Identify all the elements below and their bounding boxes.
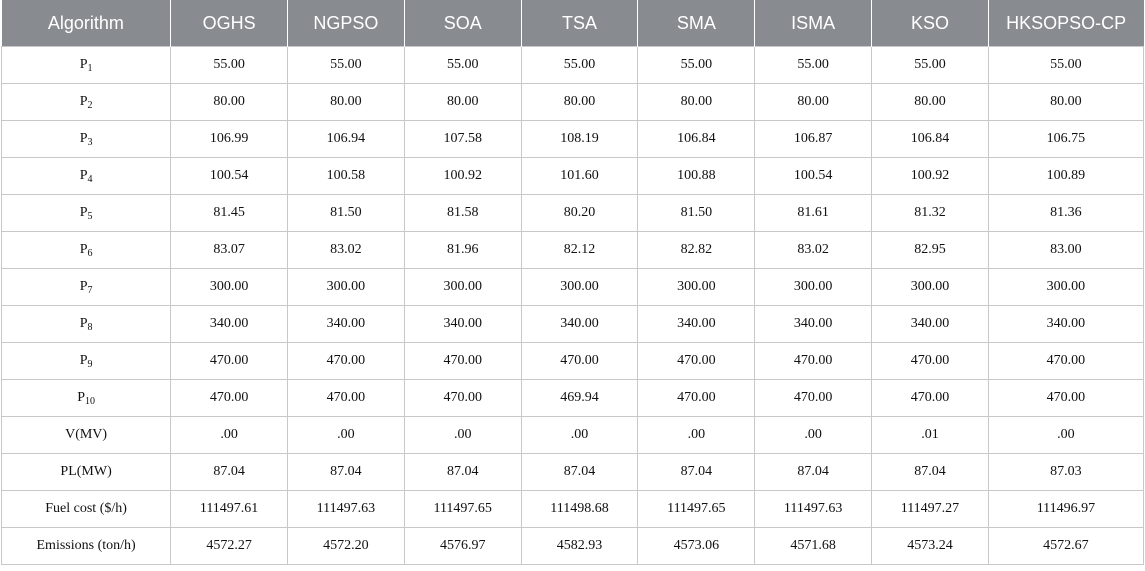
table-row <box>2 306 1144 343</box>
table-cell: 4573.24 <box>872 528 989 565</box>
table-cell: 300.00 <box>404 269 521 306</box>
table-cell: 83.02 <box>287 232 404 269</box>
table-cell: 106.99 <box>171 121 288 158</box>
table-cell: 80.00 <box>988 84 1143 121</box>
table-cell: 111497.61 <box>171 491 288 528</box>
table-cell: 81.36 <box>988 195 1143 232</box>
table-cell: 108.19 <box>521 121 638 158</box>
table-cell: .00 <box>755 417 872 454</box>
table-cell: 87.04 <box>287 454 404 491</box>
table-cell: 80.00 <box>171 84 288 121</box>
table-cell: 470.00 <box>404 380 521 417</box>
table-cell: 82.95 <box>872 232 989 269</box>
table-cell: 82.82 <box>638 232 755 269</box>
table-cell: 100.54 <box>171 158 288 195</box>
header-isma: ISMA <box>755 0 872 47</box>
table-cell: .01 <box>872 417 989 454</box>
header-algorithm: Algorithm <box>2 0 171 47</box>
row-label <box>2 121 171 158</box>
table-cell: 83.02 <box>755 232 872 269</box>
table-cell: 470.00 <box>755 343 872 380</box>
table-cell: 81.58 <box>404 195 521 232</box>
table-cell: 81.50 <box>638 195 755 232</box>
table-cell: 107.58 <box>404 121 521 158</box>
row-label-subscript: 8 <box>87 322 93 333</box>
table-cell: 470.00 <box>521 343 638 380</box>
header-sma: SMA <box>638 0 755 47</box>
row-label <box>2 84 171 121</box>
table-cell: 87.04 <box>638 454 755 491</box>
table-row <box>2 47 1144 84</box>
table-cell: 100.92 <box>404 158 521 195</box>
table-cell: 55.00 <box>171 47 288 84</box>
table-cell: 4571.68 <box>755 528 872 565</box>
table-cell: 100.92 <box>872 158 989 195</box>
table-cell: 80.20 <box>521 195 638 232</box>
table-cell: 87.04 <box>171 454 288 491</box>
table-cell: 81.45 <box>171 195 288 232</box>
table-cell: 4582.93 <box>521 528 638 565</box>
table-cell: 106.87 <box>755 121 872 158</box>
table-cell: 470.00 <box>872 343 989 380</box>
row-label-subscript: 1 <box>87 63 93 74</box>
row-label <box>2 417 171 454</box>
row-label <box>2 195 171 232</box>
table-cell: 470.00 <box>872 380 989 417</box>
table-cell: 340.00 <box>287 306 404 343</box>
row-label <box>2 343 171 380</box>
table-cell: 81.32 <box>872 195 989 232</box>
table-cell: 55.00 <box>638 47 755 84</box>
table-cell: .00 <box>287 417 404 454</box>
table-cell: 83.07 <box>171 232 288 269</box>
row-label-text: Fuel cost ($/h) <box>45 501 127 516</box>
row-label <box>2 158 171 195</box>
table-cell: 111497.27 <box>872 491 989 528</box>
row-label-text: P <box>79 353 88 368</box>
row-label-text: PL(MW) <box>60 464 112 479</box>
row-label-text: Emissions (ton/h) <box>36 538 136 553</box>
table-cell: 300.00 <box>521 269 638 306</box>
header-hksopso-cp: HKSOPSO-CP <box>988 0 1143 47</box>
table-cell: 470.00 <box>988 380 1143 417</box>
table-cell: 81.61 <box>755 195 872 232</box>
table-row <box>2 195 1144 232</box>
table-cell: 111497.63 <box>755 491 872 528</box>
table-cell: 340.00 <box>638 306 755 343</box>
table-cell: 106.84 <box>872 121 989 158</box>
table-row <box>2 343 1144 380</box>
table-row <box>2 269 1144 306</box>
table-row <box>2 491 1144 528</box>
table-cell: 4572.67 <box>988 528 1143 565</box>
row-label-text: P <box>79 205 88 220</box>
table-cell: 106.75 <box>988 121 1143 158</box>
row-label <box>2 306 171 343</box>
table-cell: 300.00 <box>755 269 872 306</box>
table-cell: 100.54 <box>755 158 872 195</box>
table-cell: 111497.65 <box>404 491 521 528</box>
table-cell: .00 <box>404 417 521 454</box>
table-body <box>2 47 1144 565</box>
row-label-text: P <box>79 57 88 72</box>
header-oghs: OGHS <box>171 0 288 47</box>
table-cell: 111497.63 <box>287 491 404 528</box>
table-cell: 111498.68 <box>521 491 638 528</box>
row-label <box>2 454 171 491</box>
row-label-subscript: 4 <box>87 174 93 185</box>
table-cell: 470.00 <box>171 380 288 417</box>
table-cell: 87.03 <box>988 454 1143 491</box>
header-soa: SOA <box>404 0 521 47</box>
table-row <box>2 232 1144 269</box>
table-cell: 470.00 <box>404 343 521 380</box>
row-label-text: P <box>79 168 88 183</box>
table-cell: 469.94 <box>521 380 638 417</box>
row-label-subscript: 7 <box>87 285 93 296</box>
table-cell: 470.00 <box>755 380 872 417</box>
table-cell: 340.00 <box>872 306 989 343</box>
table-cell: .00 <box>638 417 755 454</box>
table-cell: 81.50 <box>287 195 404 232</box>
row-label <box>2 491 171 528</box>
table-cell: 4573.06 <box>638 528 755 565</box>
table-row <box>2 528 1144 565</box>
row-label-text: P <box>79 279 88 294</box>
table-cell: .00 <box>521 417 638 454</box>
table-row <box>2 380 1144 417</box>
header-row <box>2 0 1144 47</box>
table-cell: 340.00 <box>171 306 288 343</box>
table-cell: 82.12 <box>521 232 638 269</box>
row-label-text: P <box>79 94 88 109</box>
table-cell: 470.00 <box>638 343 755 380</box>
table-cell: 55.00 <box>404 47 521 84</box>
table-cell: 55.00 <box>988 47 1143 84</box>
table-cell: 340.00 <box>988 306 1143 343</box>
header-tsa: TSA <box>521 0 638 47</box>
header-kso: KSO <box>872 0 989 47</box>
row-label <box>2 232 171 269</box>
table-cell: 300.00 <box>171 269 288 306</box>
table-cell: 100.88 <box>638 158 755 195</box>
row-label <box>2 380 171 417</box>
row-label-text: V(MV) <box>65 427 108 442</box>
row-label-subscript: 5 <box>87 211 93 222</box>
table-cell: 100.89 <box>988 158 1143 195</box>
table-cell: 55.00 <box>287 47 404 84</box>
header-ngpso: NGPSO <box>287 0 404 47</box>
table-cell: 106.94 <box>287 121 404 158</box>
row-label <box>2 47 171 84</box>
table-cell: 111496.97 <box>988 491 1143 528</box>
table-row <box>2 454 1144 491</box>
table-cell: 300.00 <box>988 269 1143 306</box>
table-cell: 340.00 <box>755 306 872 343</box>
table-cell: 80.00 <box>755 84 872 121</box>
table-cell: 87.04 <box>521 454 638 491</box>
table-cell: 340.00 <box>404 306 521 343</box>
table-cell: 83.00 <box>988 232 1143 269</box>
table-cell: 81.96 <box>404 232 521 269</box>
table-row <box>2 417 1144 454</box>
row-label-text: P <box>79 316 88 331</box>
table-row <box>2 158 1144 195</box>
row-label <box>2 269 171 306</box>
row-label-text: P <box>79 131 88 146</box>
row-label-text: P <box>79 242 88 257</box>
table-cell: 106.84 <box>638 121 755 158</box>
row-label-text: P <box>77 390 85 405</box>
table-cell: 470.00 <box>171 343 288 380</box>
table-cell: 470.00 <box>988 343 1143 380</box>
table-cell: 4572.20 <box>287 528 404 565</box>
row-label-subscript: 10 <box>84 396 95 407</box>
table-cell: 300.00 <box>872 269 989 306</box>
row-label <box>2 528 171 565</box>
table-row <box>2 84 1144 121</box>
table-row <box>2 121 1144 158</box>
row-label-subscript: 9 <box>87 359 93 370</box>
table-cell: 80.00 <box>287 84 404 121</box>
table-cell: 300.00 <box>638 269 755 306</box>
table-cell: 80.00 <box>872 84 989 121</box>
table-cell: 80.00 <box>521 84 638 121</box>
results-table <box>1 0 1144 565</box>
table-cell: .00 <box>171 417 288 454</box>
table-cell: 80.00 <box>404 84 521 121</box>
table-cell: 340.00 <box>521 306 638 343</box>
table-cell: 55.00 <box>521 47 638 84</box>
table-cell: 4576.97 <box>404 528 521 565</box>
table-cell: 87.04 <box>404 454 521 491</box>
table-cell: 470.00 <box>287 343 404 380</box>
table-cell: .00 <box>988 417 1143 454</box>
row-label-subscript: 2 <box>87 100 93 111</box>
row-label-subscript: 6 <box>87 248 93 259</box>
table-cell: 55.00 <box>755 47 872 84</box>
table-cell: 111497.65 <box>638 491 755 528</box>
row-label-subscript: 3 <box>87 137 93 148</box>
table-cell: 100.58 <box>287 158 404 195</box>
table-cell: 87.04 <box>755 454 872 491</box>
table-cell: 101.60 <box>521 158 638 195</box>
table-cell: 470.00 <box>287 380 404 417</box>
table-cell: 470.00 <box>638 380 755 417</box>
table-cell: 80.00 <box>638 84 755 121</box>
table-cell: 4572.27 <box>171 528 288 565</box>
table-cell: 87.04 <box>872 454 989 491</box>
table-cell: 300.00 <box>287 269 404 306</box>
table-cell: 55.00 <box>872 47 989 84</box>
